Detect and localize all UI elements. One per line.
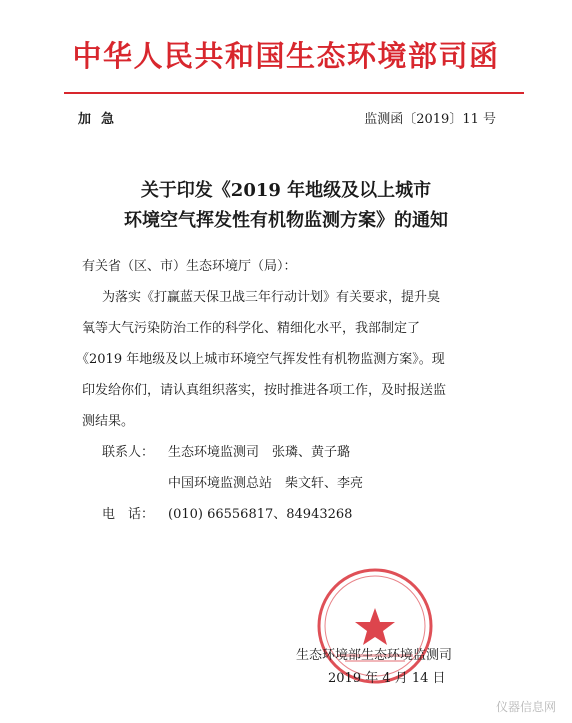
signature-date: 2019 年 4 月 14 日 (328, 671, 446, 686)
document-number: 监测函〔2019〕11 号 (364, 112, 496, 127)
letterhead-title: 中华人民共和国生态环境部司函 (72, 39, 500, 73)
salutation: 有关省（区、市）生态环境厅（局）： (82, 259, 297, 274)
signature-organization: 生态环境部生态环境监测司 (296, 648, 453, 663)
contacts-label: 联系人： (102, 445, 155, 460)
body-line: 印发给你们，请认真组织落实，按时推进各项工作，及时报送监 (82, 383, 447, 398)
watermark: 仪器信息网 (495, 700, 556, 714)
contact-line: 中国环境监测总站 柴文轩、李亮 (168, 476, 364, 491)
body-line: 氧等大气污染防治工作的科学化、精细化水平，我部制定了 (82, 321, 421, 336)
seal-star-icon (355, 608, 395, 645)
notice-title-line-1: 关于印发《2019 年地级及以上城市 (140, 180, 432, 201)
body-line: 测结果。 (82, 414, 135, 429)
contact-line: 生态环境监测司 张璘、黄子璐 (168, 445, 351, 460)
phone-label: 电 话： (102, 507, 155, 522)
letterhead-rule (64, 92, 524, 94)
body-line: 《2019 年地级及以上城市环境空气挥发性有机物监测方案》。现 (76, 352, 445, 367)
notice-title-line-2: 环境空气挥发性有机物监测方案》的通知 (124, 210, 448, 231)
urgency-label: 加急 (78, 112, 125, 127)
phone-number: (010) 66556817、84943268 (168, 507, 353, 522)
body-line: 为落实《打赢蓝天保卫战三年行动计划》有关要求，提升臭 (102, 290, 441, 305)
